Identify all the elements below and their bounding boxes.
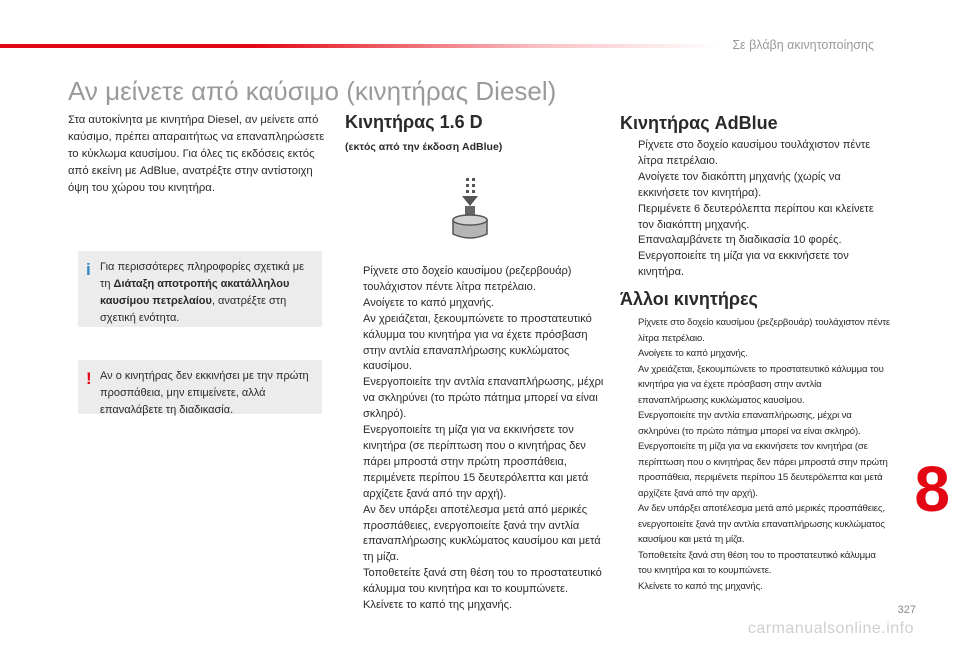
info-note-text-after: , ανατρέξτε στη σχετική ενότητα. bbox=[100, 295, 287, 324]
engine-16d-section bbox=[345, 112, 605, 153]
list-item bbox=[620, 548, 890, 579]
list-item bbox=[620, 346, 890, 362]
list-item bbox=[620, 249, 888, 281]
engine-adblue-title: Κινητήρας AdBlue bbox=[620, 113, 778, 133]
section-header: Σε βλάβη ακινητοποίησης bbox=[732, 38, 874, 52]
list-item-text: Ρίχνετε στο δοχείο καυσίμου (ρεζερβουάρ) τουλάχιστον πέντε λίτρα πετρέλαιο. bbox=[363, 265, 572, 293]
list-item bbox=[620, 170, 888, 202]
engine-16d-subtitle: (εκτός από την έκδοση AdBlue) bbox=[345, 141, 503, 153]
chapter-number: 8 bbox=[914, 453, 950, 525]
list-item bbox=[620, 233, 888, 249]
list-item-text: Επαναλαμβάνετε τη διαδικασία 10 φορές. bbox=[638, 234, 842, 247]
list-item bbox=[620, 408, 890, 439]
list-item-text: Αν δεν υπάρξει αποτέλεσμα μετά από μερικές προσπάθειες, ενεργοποιείτε ξανά την αντλία επαναπλήρωσης κυκλώματος καυσίμου και μετά τη μίζα. bbox=[638, 503, 885, 545]
other-engines-steps bbox=[620, 315, 890, 594]
list-item-text: Αν χρειάζεται, ξεκουμπώνετε το προστατευτικό κάλυμμα του κινητήρα για να έχετε πρόσβαση στην αντλία επαναπλήρωσης κυκλώματος καυσίμου. bbox=[363, 312, 592, 373]
list-item bbox=[620, 579, 890, 595]
list-item-text: Ανοίγετε το καπό μηχανής. bbox=[363, 296, 495, 309]
list-item bbox=[345, 423, 607, 503]
info-note-text-before: Για περισσότερες πληροφορίες σχετικά με τη bbox=[100, 261, 305, 290]
list-item-text: Τοποθετείτε ξανά στη θέση του το προστατευτικό κάλυμμα του κινητήρα και το κουμπώνετε. bbox=[638, 549, 876, 576]
list-item-text: Περιμένετε 6 δευτερόλεπτα περίπου και κλείνετε τον διακόπτη μηχανής. bbox=[638, 202, 874, 231]
info-note-text-bold: Διάταξη αποτροπής ακατάλληλου καυσίμου πετρελαίου bbox=[100, 278, 290, 307]
list-item-text: Ενεργοποιείτε την αντλία επαναπλήρωσης, μέχρι να σκληρύνει (το πρώτο πάτημα μπορεί να είναι σκληρό). bbox=[638, 410, 861, 437]
list-item-text: Ενεργοποιείτε τη μίζα για να εκκινήσετε τον κινητήρα (σε περίπτωση που ο κινητήρας δεν πάρει μπροστά στην πρώτη προσπάθεια, περιμένετε περίπου 15 δευτερόλεπτα και μετά αρχίζετε ξανά από την αρχή). bbox=[638, 441, 888, 499]
list-item bbox=[345, 503, 607, 567]
list-item-text: Αν χρειάζεται, ξεκουμπώνετε το προστατευτικό κάλυμμα του κινητήρα για να έχετε πρόσβαση στην αντλία επαναπλήρωσης κυκλώματος καυσίμου. bbox=[638, 363, 884, 406]
list-item-text: Τοποθετείτε ξανά στη θέση του το προστατευτικό κάλυμμα του κινητήρα και το κουμπώνετε. bbox=[363, 567, 602, 596]
page-title: Αν μείνετε από καύσιμο (κινητήρας Diesel) bbox=[68, 76, 557, 106]
intro-column bbox=[68, 112, 330, 197]
warning-note-text: Αν ο κινητήρας δεν εκκινήσει με την πρώτη προσπάθεια, μην επιμείνετε, αλλά επαναλάβετε τη διαδικασία. bbox=[100, 370, 309, 416]
list-item bbox=[345, 264, 607, 296]
list-item-text: Ενεργοποιείτε τη μίζα για να εκκινήσετε τον κινητήρα (σε περίπτωση που ο κινητήρας δεν πάρει μπροστά στην πρώτη προσπάθεια, περιμένετε περίπου 15 δευτερόλεπτα και μετά αρχίζετε ξανά από την αρχή). bbox=[363, 424, 589, 500]
list-item bbox=[620, 138, 888, 170]
list-item-text: Ενεργοποιείτε την αντλία επαναπλήρωσης, μέχρι να σκληρύνει (το πρώτο πάτημα μπορεί να είναι σκληρό). bbox=[363, 376, 604, 421]
list-item bbox=[620, 202, 888, 234]
intro-text: Στα αυτοκίνητα με κινητήρα Diesel, αν μείνετε από καύσιμο, πρέπει απαραιτήτως να επαναπληρώσετε το κύκλωμα καυσίμου. Για όλες τις εκδόσεις εκτός από εκείνη με AdBlue, ανατρέξτε στην αντίστοιχη όψη του χώρου του κινητήρα. bbox=[68, 114, 325, 194]
list-item bbox=[345, 566, 607, 598]
list-item bbox=[620, 362, 890, 409]
list-item bbox=[345, 312, 607, 376]
list-item-text: Κλείνετε το καπό της μηχανής. bbox=[638, 580, 763, 592]
list-item bbox=[345, 375, 607, 423]
primer-pump-icon bbox=[445, 176, 495, 244]
info-icon: i bbox=[86, 260, 91, 279]
list-item bbox=[620, 501, 890, 548]
page-number: 327 bbox=[897, 604, 916, 616]
list-item bbox=[620, 315, 890, 346]
other-engines-title: Άλλοι κινητήρες bbox=[620, 289, 758, 309]
list-item-text: Ρίχνετε στο δοχείο καυσίμου (ρεζερβουάρ) τουλάχιστον πέντε λίτρα πετρέλαιο. bbox=[638, 317, 891, 344]
list-item-text: Ρίχνετε στο δοχείο καυσίμου τουλάχιστον πέντε λίτρα πετρέλαιο. bbox=[638, 139, 871, 167]
list-item-text: Ανοίγετε τον διακόπτη μηχανής (χωρίς να εκκινήσετε τον κινητήρα). bbox=[638, 170, 841, 199]
info-note bbox=[78, 251, 322, 327]
list-item-text: Αν δεν υπάρξει αποτέλεσμα μετά από μερικές προσπάθειες, ενεργοποιείτε ξανά την αντλία επαναπλήρωσης κυκλώματος καυσίμου και μετά τη μίζα. bbox=[363, 503, 601, 564]
list-item bbox=[345, 296, 607, 312]
engine-16d-steps bbox=[345, 264, 607, 614]
warning-icon: ! bbox=[86, 369, 92, 388]
watermark: carmanualsonline.info bbox=[747, 620, 914, 637]
engine-16d-title: Κινητήρας 1.6 D bbox=[345, 112, 483, 132]
warning-note bbox=[78, 360, 322, 414]
list-item bbox=[620, 439, 890, 501]
list-item bbox=[345, 598, 607, 614]
list-item-text: Ανοίγετε το καπό μηχανής. bbox=[638, 348, 748, 359]
list-item-text: Ενεργοποιείτε τη μίζα για να εκκινήσετε τον κινητήρα. bbox=[638, 250, 849, 279]
list-item-text: Κλείνετε το καπό της μηχανής. bbox=[363, 599, 513, 612]
engine-adblue-steps bbox=[620, 138, 888, 281]
header-accent-bar bbox=[0, 44, 720, 48]
